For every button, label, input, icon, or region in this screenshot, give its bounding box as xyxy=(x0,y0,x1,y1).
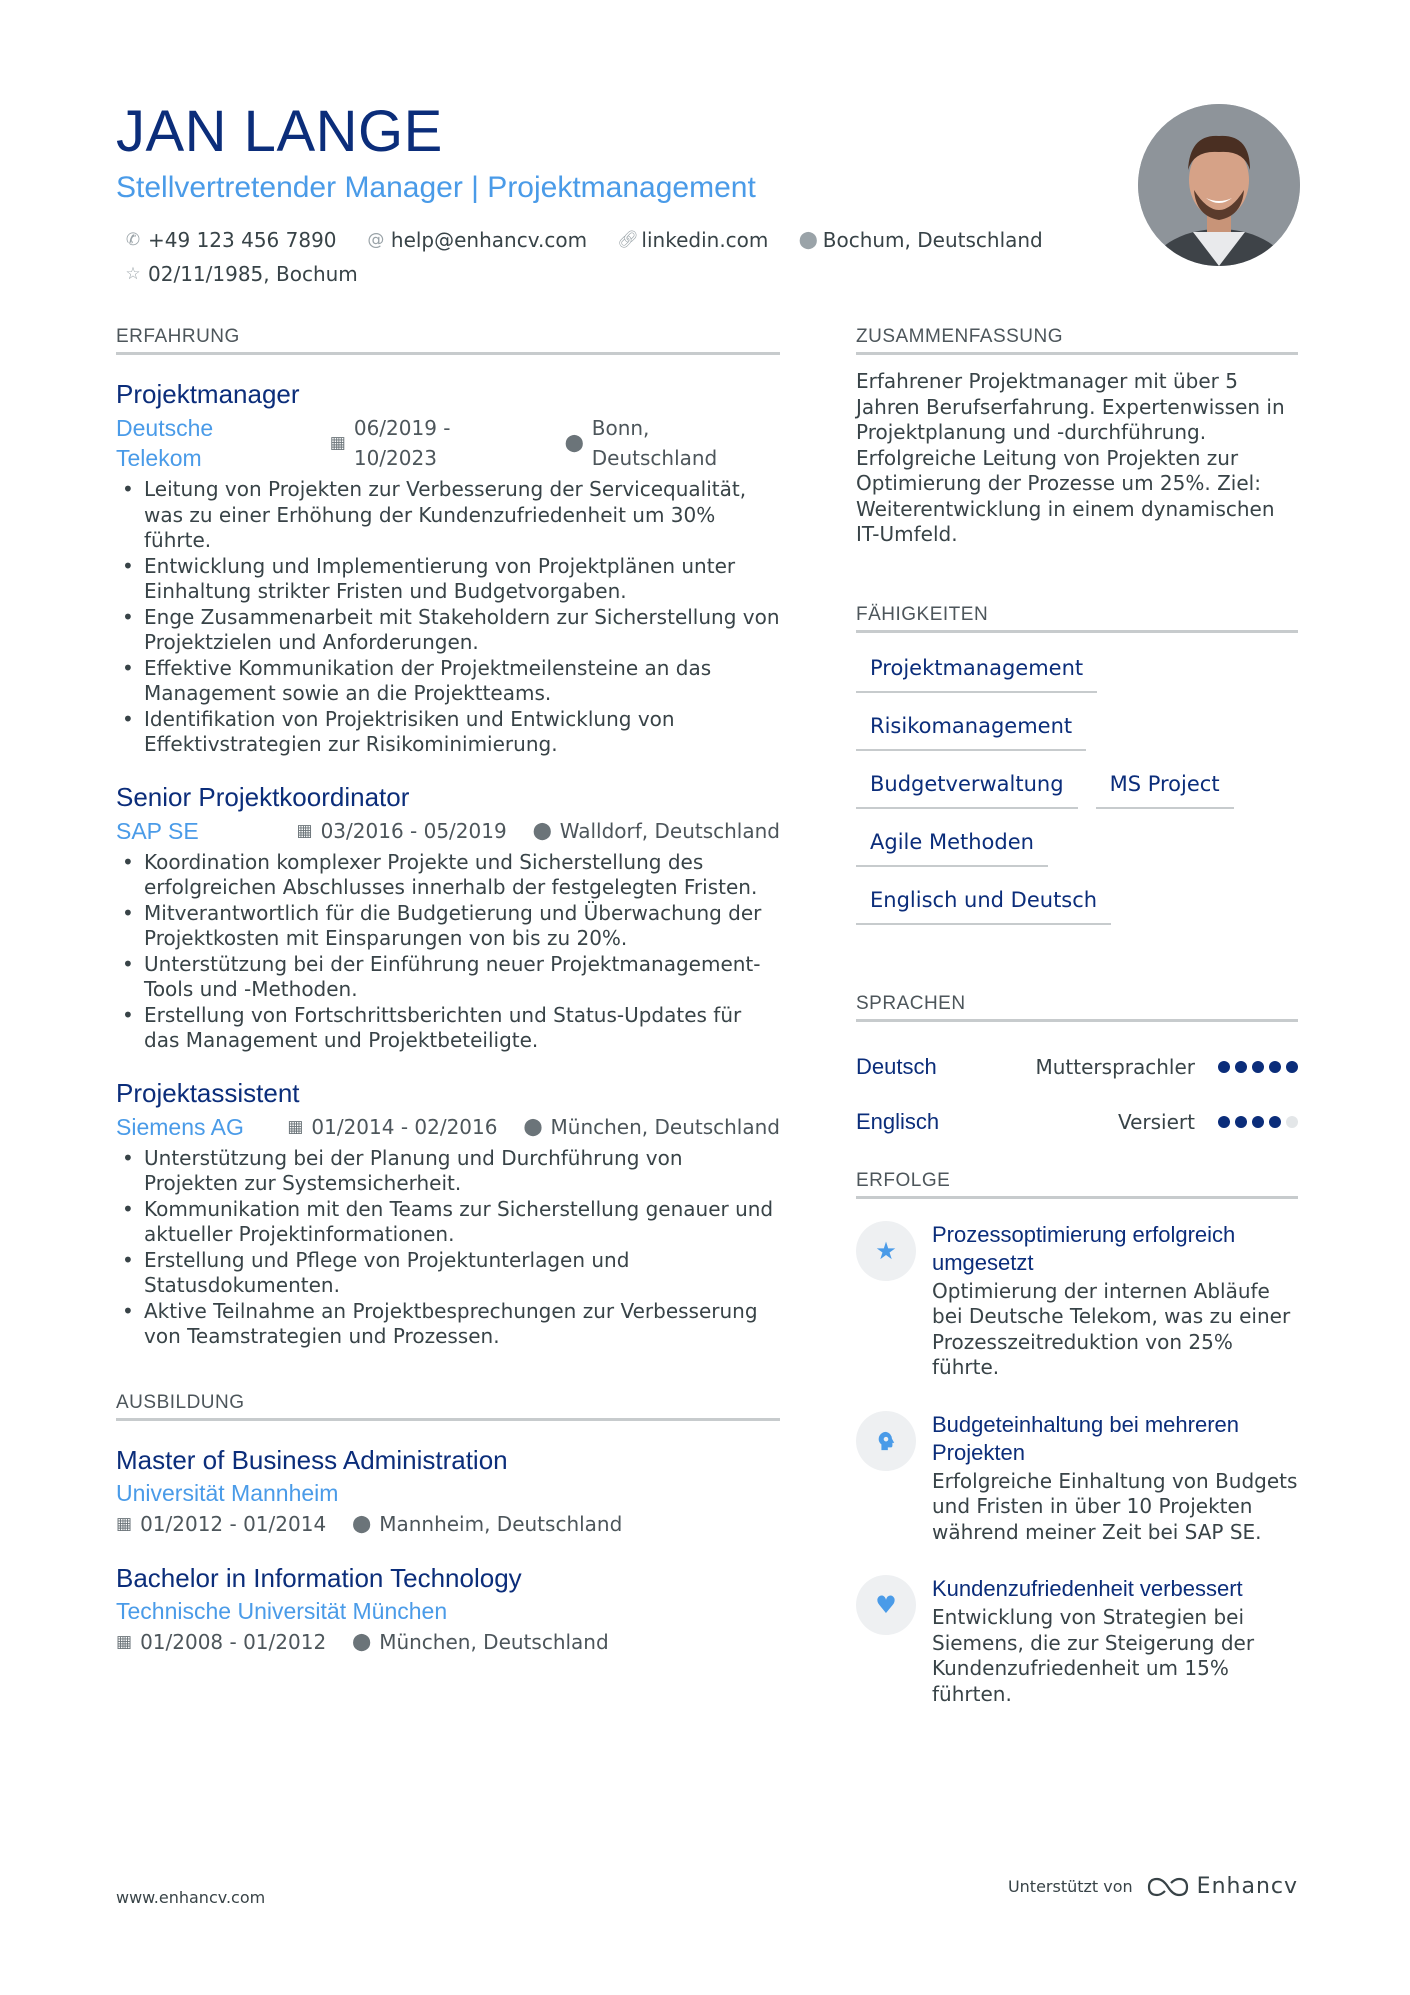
left-column xyxy=(116,326,780,1657)
rating-dot-filled xyxy=(1218,1116,1230,1128)
achievement-title: Prozessoptimierung erfolgreich umgesetzt xyxy=(932,1221,1236,1275)
job-company: SAP SE xyxy=(116,817,199,844)
skill-tag: Risikomanagement xyxy=(856,707,1086,751)
list-item: • Aktive Teilnahme an Projektbesprechungen zur Verbesserung von Teamstrategien und Prozessen. xyxy=(116,1299,780,1350)
education-entry xyxy=(116,1443,780,1539)
rating-dot-filled xyxy=(1235,1116,1247,1128)
section-title-achievements: ERFOLGE xyxy=(856,1170,1298,1199)
achievement-item xyxy=(856,1411,1298,1546)
candidate-role: Stellvertretender Manager | Projektmanagement xyxy=(116,171,756,204)
list-item: • Unterstützung bei der Einführung neuer Projektmanagement-Tools und -Methoden. xyxy=(116,952,780,1003)
achievement-title: Budgeteinhaltung bei mehreren Projekten xyxy=(932,1411,1240,1465)
rating-dot-filled xyxy=(1218,1061,1230,1073)
achievement-item xyxy=(856,1221,1298,1381)
job-entry xyxy=(116,780,780,1054)
language-level: Muttersprachler xyxy=(1035,1055,1195,1079)
section-title-languages: SPRACHEN xyxy=(856,993,1298,1022)
language-level: Versiert xyxy=(1117,1110,1195,1134)
list-item: • Erstellung und Pflege von Projektunterlagen und Statusdokumenten. xyxy=(116,1248,780,1299)
languages-list xyxy=(856,1040,1298,1150)
skill-tag: Projektmanagement xyxy=(856,649,1097,693)
calendar-icon: ▦ xyxy=(296,820,313,841)
link-icon: 🔗︎ xyxy=(617,230,640,250)
skill-tag: Agile Methoden xyxy=(856,823,1048,867)
list-item: • Koordination komplexer Projekte und Sicherstellung des erfolgreichen Abschlusses innerhalb der festgelegten Fristen. xyxy=(116,850,780,901)
job-location: München, Deutschland xyxy=(550,1114,780,1139)
rating-dot-filled xyxy=(1269,1116,1281,1128)
section-title-summary: ZUSAMMENFASSUNG xyxy=(856,326,1298,355)
achievement-desc: Entwicklung von Strategien bei Siemens, die zur Steigerung der Kundenzufriedenheit um 15% führten. xyxy=(932,1605,1255,1706)
location-icon: ⬤ xyxy=(523,1116,543,1137)
rating-dot-filled xyxy=(1252,1061,1264,1073)
job-location: Bonn, Deutschland xyxy=(591,416,718,470)
list-item: • Entwicklung und Implementierung von Projektplänen unter Einhaltung strikter Fristen und Budgetvorgaben. xyxy=(116,554,780,605)
list-item: • Erstellung von Fortschrittsberichten und Status-Updates für das Management und Projektbeteiligte. xyxy=(116,1003,780,1054)
language-rating xyxy=(1213,1061,1298,1073)
infinity-icon xyxy=(1145,1875,1191,1899)
list-item: • Kommunikation mit den Teams zur Sicherstellung genauer und aktueller Projektinformationen. xyxy=(116,1197,780,1248)
school-name: Technische Universität München xyxy=(116,1597,448,1624)
degree-title: Master of Business Administration xyxy=(116,1444,508,1475)
phone-icon: ✆ xyxy=(125,230,141,250)
head-icon-shape xyxy=(875,1430,897,1452)
contact-phone[interactable]: ✆ +49 123 456 7890 xyxy=(124,224,337,256)
avatar xyxy=(1138,104,1300,266)
list-item: • Leitung von Projekten zur Verbesserung der Servicequalität, was zu einer Erhöhung der Kundenzufriedenheit um 30% führte. xyxy=(116,477,780,554)
job-company: Siemens AG xyxy=(116,1113,244,1140)
section-title-education: AUSBILDUNG xyxy=(116,1392,780,1421)
edu-location: München, Deutschland xyxy=(379,1629,609,1654)
footer-powered xyxy=(1008,1874,1298,1899)
language-row xyxy=(856,1040,1298,1095)
job-bullets xyxy=(116,850,780,1054)
rating-dot-filled xyxy=(1269,1061,1281,1073)
calendar-icon: ▦ xyxy=(329,433,346,453)
skills-list xyxy=(856,649,1298,939)
rating-dot-filled xyxy=(1286,1061,1298,1073)
section-title-skills: FÄHIGKEITEN xyxy=(856,604,1298,633)
contact-location: ⬤ Bochum, Deutschland xyxy=(799,224,1043,256)
star-icon: ☆ xyxy=(125,264,141,284)
section-title-experience: ERFAHRUNG xyxy=(116,326,780,355)
skill-tag: MS Project xyxy=(1096,765,1234,809)
job-date: 01/2014 - 02/2016 xyxy=(311,1114,498,1139)
contact-linkedin[interactable]: 🔗︎ linkedin.com xyxy=(617,224,768,256)
skill-tag: Budgetverwaltung xyxy=(856,765,1078,809)
language-rating xyxy=(1213,1116,1298,1128)
at-icon: @ xyxy=(367,230,385,250)
skill-tag: Englisch und Deutsch xyxy=(856,881,1111,925)
profile-photo xyxy=(1138,104,1300,266)
edu-date: 01/2012 - 01/2014 xyxy=(140,1511,327,1536)
right-column xyxy=(856,326,1298,1707)
location-icon: ⬤ xyxy=(352,1513,372,1534)
language-name: Englisch xyxy=(856,1109,940,1134)
job-title: Projektassistent xyxy=(116,1077,300,1108)
location-icon: ⬤ xyxy=(798,230,818,250)
head-icon xyxy=(856,1411,916,1471)
job-entry xyxy=(116,377,780,758)
list-item: • Unterstützung bei der Planung und Durchführung von Projekten zur Systemsicherheit. xyxy=(116,1146,780,1197)
calendar-icon: ▦ xyxy=(116,1631,133,1652)
list-item: • Enge Zusammenarbeit mit Stakeholdern zur Sicherstellung von Projektzielen und Anforderungen. xyxy=(116,605,780,656)
summary-text: Erfahrener Projektmanager mit über 5 Jahren Berufserfahrung. Expertenwissen in Projektplanung und -durchführung. Erfolgreiche Leitung von Projekten zur Optimierung der Prozesse um 25%. Ziel: Weiterentwicklung in einem dynamischen IT-Umfeld. xyxy=(856,369,1285,546)
location-icon: ⬤ xyxy=(352,1631,372,1652)
rating-dot-empty xyxy=(1286,1116,1298,1128)
education-entry xyxy=(116,1561,780,1657)
edu-date: 01/2008 - 01/2012 xyxy=(140,1629,327,1654)
job-title: Projektmanager xyxy=(116,379,300,409)
contact-birth: ☆ 02/11/1985, Bochum xyxy=(124,258,358,290)
job-date: 03/2016 - 05/2019 xyxy=(320,818,507,843)
job-location: Walldorf, Deutschland xyxy=(559,818,780,843)
brand-name: Enhancv xyxy=(1196,1874,1298,1899)
job-date: 06/2019 - 10/2023 xyxy=(353,416,451,470)
job-entry xyxy=(116,1076,780,1350)
achievement-desc: Optimierung der internen Abläufe bei Deutsche Telekom, was zu einer Prozesszeitreduktion von 25% führte. xyxy=(932,1278,1291,1379)
contact-email[interactable]: @ help@enhancv.com xyxy=(367,224,587,256)
powered-by-label: Unterstützt von xyxy=(1007,1877,1133,1896)
heart-icon: ♥ xyxy=(856,1575,916,1635)
rating-dot-filled xyxy=(1235,1061,1247,1073)
brand-logo[interactable] xyxy=(1145,1874,1298,1899)
language-row xyxy=(856,1095,1298,1150)
candidate-name: JAN LANGE xyxy=(116,99,443,164)
list-item: • Mitverantwortlich für die Budgetierung und Überwachung der Projektkosten mit Einsparungen von bis zu 20%. xyxy=(116,901,780,952)
calendar-icon: ▦ xyxy=(116,1513,133,1534)
contact-info xyxy=(124,222,1124,290)
star-icon: ★ xyxy=(856,1221,916,1281)
list-item: • Effektive Kommunikation der Projektmeilensteine an das Management sowie an die Projektteams. xyxy=(116,656,780,707)
edu-location: Mannheim, Deutschland xyxy=(379,1511,623,1536)
achievement-title: Kundenzufriedenheit verbessert xyxy=(932,1576,1243,1601)
school-name: Universität Mannheim xyxy=(116,1479,339,1506)
achievement-item xyxy=(856,1575,1298,1707)
list-item: • Identifikation von Projektrisiken und Entwicklung von Effektivstrategien zur Risikominimierung. xyxy=(116,707,780,758)
job-title: Senior Projektkoordinator xyxy=(116,781,410,812)
degree-title: Bachelor in Information Technology xyxy=(116,1562,522,1593)
achievement-desc: Erfolgreiche Einhaltung von Budgets und Fristen in über 10 Projekten während meiner Zeit bei SAP SE. xyxy=(932,1468,1298,1544)
job-company: Deutsche Telekom xyxy=(116,415,214,471)
location-icon: ⬤ xyxy=(532,820,552,841)
language-name: Deutsch xyxy=(856,1054,937,1079)
job-bullets xyxy=(116,1146,780,1350)
calendar-icon: ▦ xyxy=(287,1116,304,1137)
rating-dot-filled xyxy=(1252,1116,1264,1128)
location-icon: ⬤ xyxy=(564,433,584,453)
footer-website[interactable]: www.enhancv.com xyxy=(116,1888,266,1907)
job-bullets xyxy=(116,477,780,758)
